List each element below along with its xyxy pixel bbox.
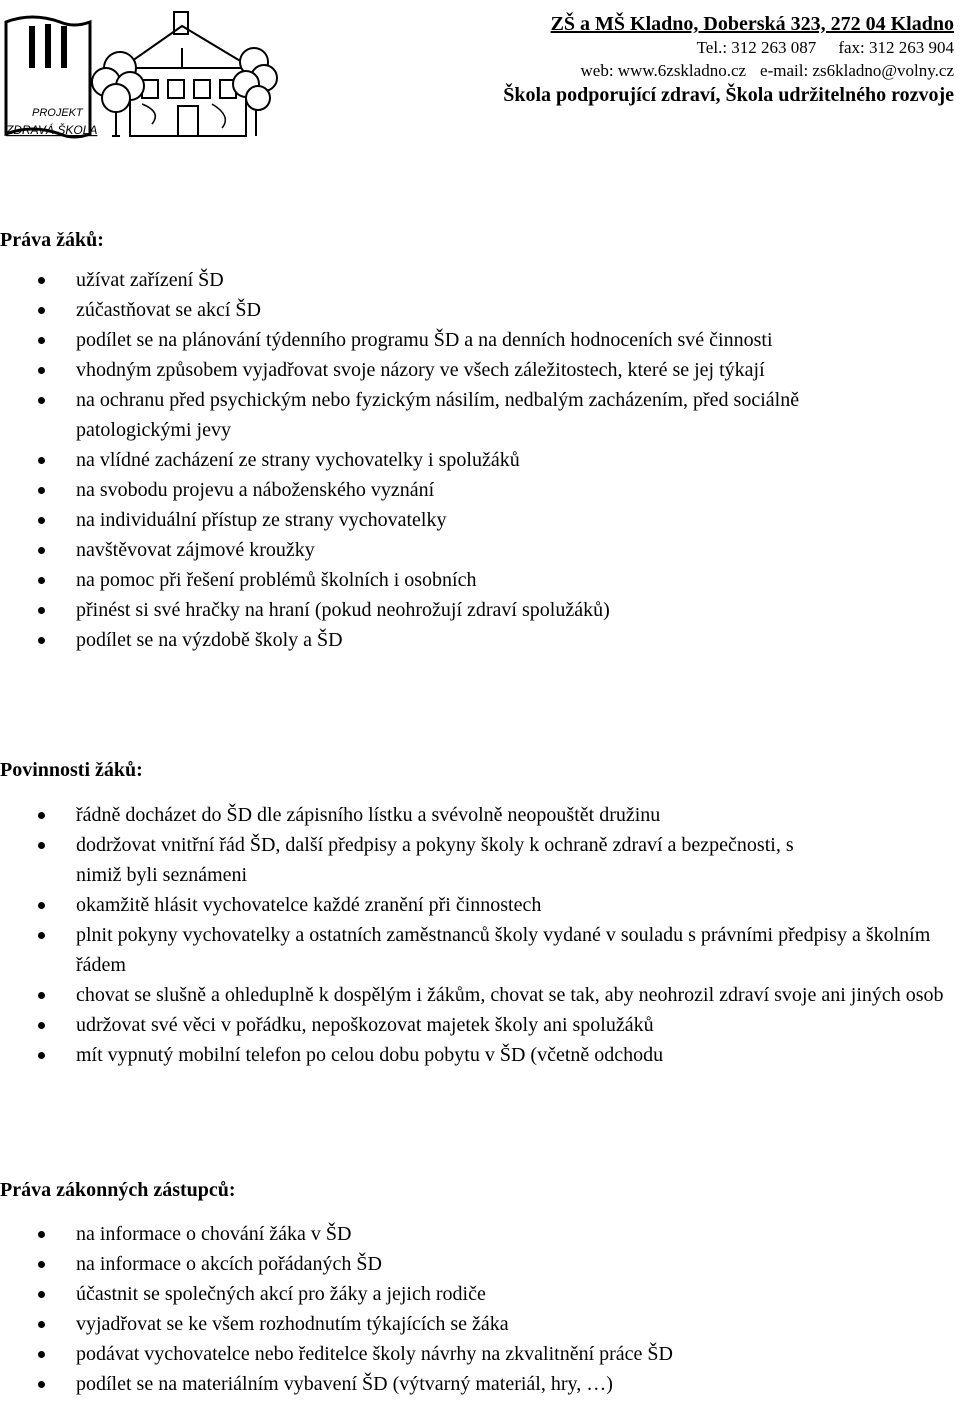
list-item: na ochranu před psychickým nebo fyzickým násilím, nedbalým zacházením, před sociálně patologickými jevy	[0, 385, 958, 445]
fax-number: fax: 312 263 904	[838, 38, 954, 57]
list-item: na informace o chování žáka v ŠD	[0, 1219, 958, 1249]
student-duties-list	[0, 800, 958, 1070]
list-item: podílet se na materiálním vybavení ŠD (výtvarný materiál, hry, …)	[0, 1369, 958, 1399]
list-item: navštěvovat zájmové kroužky	[0, 535, 958, 565]
section-title-guardian-rights: Práva zákonných zástupců:	[0, 1179, 236, 1201]
student-rights-list	[0, 265, 958, 655]
list-item: dodržovat vnitřní řád ŠD, další předpisy a pokyny školy k ochraně zdraví a bezpečnosti, s nimiž byli seznámeni	[0, 830, 958, 890]
list-item: okamžitě hlásit vychovatelce každé zranění při činnostech	[0, 890, 958, 920]
list-item: účastnit se společných akcí pro žáky a jejich rodiče	[0, 1279, 958, 1309]
logo-text-project: PROJEKT	[32, 107, 83, 119]
list-item: na individuální přístup ze strany vychovatelky	[0, 505, 958, 535]
contact-phone-fax	[394, 36, 954, 59]
logo-text-healthy-school: ZDRAVÁ ŠKOLA	[6, 123, 98, 137]
list-item: mít vypnutý mobilní telefon po celou dobu pobytu v ŠD (včetně odchodu	[0, 1040, 958, 1070]
house-icon	[122, 12, 252, 136]
list-item: podávat vychovatelce nebo ředitelce školy návrhy na zkvalitnění práce ŠD	[0, 1339, 958, 1369]
list-item: plnit pokyny vychovatelky a ostatních zaměstnanců školy vydané v souladu s právními předpisy a školním řádem	[0, 920, 958, 980]
list-item: chovat se slušně a ohleduplně k dospělým i žákům, chovat se tak, aby neohrozil zdraví svoje ani jiných osob	[0, 980, 958, 1010]
school-logo	[2, 8, 282, 140]
list-item: na pomoc při řešení problémů školních i osobních	[0, 565, 958, 595]
school-motto: Škola podporující zdraví, Škola udržitelného rozvoje	[503, 84, 954, 106]
list-item: zúčastňovat se akcí ŠD	[0, 295, 958, 325]
school-header	[394, 12, 954, 108]
school-address: ZŠ a MŠ Kladno, Doberská 323, 272 04 Kladno	[550, 13, 954, 35]
list-item: přinést si své hračky na hraní (pokud neohrožují zdraví spolužáků)	[0, 595, 958, 625]
list-item: vyjadřovat se ke všem rozhodnutím týkajících se žáka	[0, 1309, 958, 1339]
book-frame-icon	[6, 17, 90, 137]
email-label: e-mail:	[760, 61, 809, 80]
list-item: na informace o akcích pořádaných ŠD	[0, 1249, 958, 1279]
list-item: na svobodu projevu a náboženského vyznání	[0, 475, 958, 505]
guardian-rights-list	[0, 1219, 958, 1399]
list-item: řádně docházet do ŠD dle zápisního lístku a svévolně neopouštět družinu	[0, 800, 958, 830]
list-item: udržovat své věci v pořádku, nepoškozovat majetek školy ani spolužáků	[0, 1010, 958, 1040]
list-item: podílet se na plánování týdenního programu ŠD a na denních hodnoceních své činnosti	[0, 325, 958, 355]
section-title-student-duties: Povinnosti žáků:	[0, 759, 143, 781]
list-item: užívat zařízení ŠD	[0, 265, 958, 295]
list-item: vhodným způsobem vyjadřovat svoje názory ve všech záležitostech, které se jej týkají	[0, 355, 958, 385]
section-title-student-rights: Práva žáků:	[0, 229, 104, 251]
phone-number: Tel.: 312 263 087	[696, 38, 817, 57]
contact-web-email	[394, 59, 954, 82]
email-link[interactable]: zs6kladno@volny.cz	[812, 61, 954, 80]
web-link[interactable]: www.6zskladno.cz	[617, 61, 747, 80]
web-label: web:	[580, 61, 614, 80]
list-item: na vlídné zacházení ze strany vychovatelky i spolužáků	[0, 445, 958, 475]
list-item: podílet se na výzdobě školy a ŠD	[0, 625, 958, 655]
